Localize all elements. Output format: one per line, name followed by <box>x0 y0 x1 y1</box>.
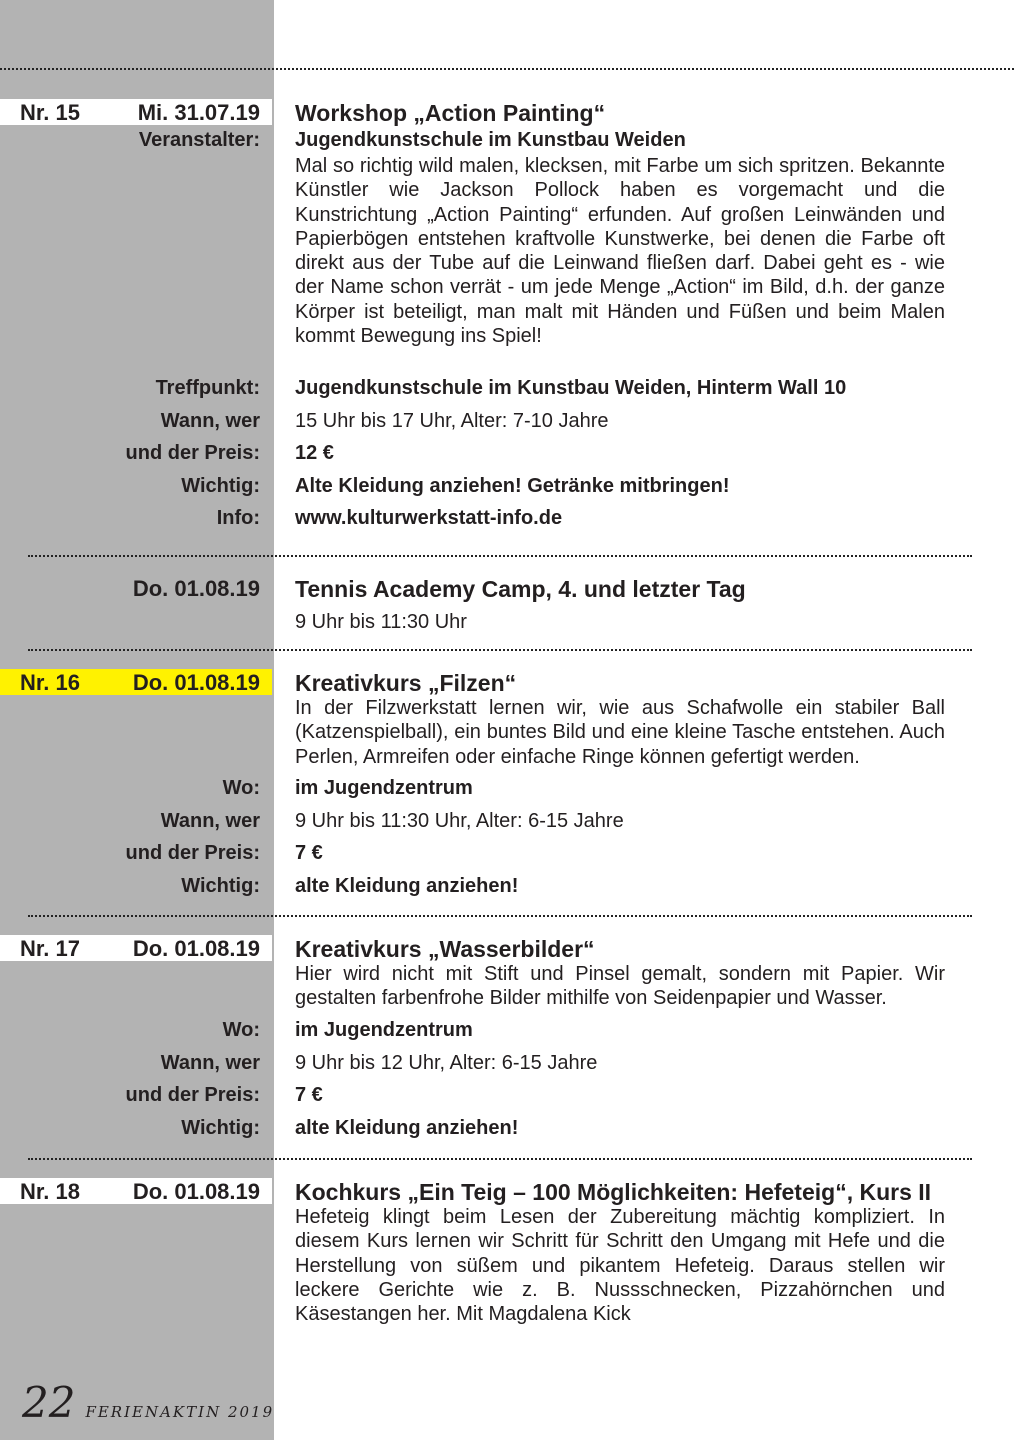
when-value: 9 Uhr bis 11:30 Uhr, Alter: 6-15 Jahre <box>295 809 624 832</box>
event-description: In der Filzwerkstatt lernen wir, wie aus Schafwolle ein stabiler Ball (Katzenspielball), ein buntes Bild und eine kleine Tasche entstehen. Auch Perlen, Armreifen oder einfache Ringe können gefertigt werden. <box>295 697 945 768</box>
page-number: 22 <box>22 1378 76 1427</box>
event-title: Kreativkurs „Wasserbilder“ <box>295 936 595 962</box>
price-label: und der Preis: <box>125 842 260 864</box>
event-number-badge <box>0 1178 272 1204</box>
price-value: 7 € <box>295 842 323 864</box>
where-label: Wo: <box>222 777 260 799</box>
event-number-badge <box>0 99 272 125</box>
event-description: Mal so richtig wild malen, klecksen, mit Farbe um sich spritzen. Bekannte Künstler wie Jackson Pollock haben es vorgemacht und die Kunstrichtung „Action Painting“ erfunden. Auf großen Leinwänden und Papierbögen entstehen kraftvolle Kunstwerke, bei denen die Farbe oft direkt aus der Tube auf die Leinwand fließen darf. Dabei geht es - wie der Name schon verrät - um jede Menge „Action“ im Bild, d.h. der ganze Körper ist beteiligt, man malt mit Händen und Füßen und beim Malen kommt Bewegung ins Spiel! <box>295 155 945 348</box>
important-value: alte Kleidung anziehen! <box>295 1116 519 1139</box>
when-value: 15 Uhr bis 17 Uhr, Alter: 7-10 Jahre <box>295 409 609 432</box>
where-value: im Jugendzentrum <box>295 777 473 799</box>
event-title: Workshop „Action Painting“ <box>295 100 606 126</box>
event-date: Do. 01.08.19 <box>132 1179 260 1204</box>
event-date: Mi. 31.07.19 <box>137 100 260 125</box>
event-title: Tennis Academy Camp, 4. und letzter Tag <box>295 576 746 602</box>
event-number: Nr. 18 <box>20 1179 80 1204</box>
price-label: und der Preis: <box>125 442 260 464</box>
meeting-value: Jugendkunstschule im Kunstbau Weiden, Hinterm Wall 10 <box>295 377 847 399</box>
event-entry-tennis <box>0 572 1014 639</box>
event-description: Hier wird nicht mit Stift und Pinsel gemalt, sondern mit Papier. Wir gestalten farbenfrohe Bilder mithilfe von Seidenpapier und Wasser. <box>295 963 945 1010</box>
entry-divider <box>28 649 972 651</box>
event-date: Do. 01.08.19 <box>132 576 260 601</box>
event-entry-17 <box>0 932 1014 1144</box>
event-number: Nr. 15 <box>20 100 80 125</box>
info-label: Info: <box>216 507 260 529</box>
info-link[interactable]: www.kulturwerkstatt-info.de <box>295 507 563 529</box>
when-label: Wann, wer <box>160 809 260 832</box>
entry-divider <box>28 915 972 917</box>
price-value: 7 € <box>295 1084 323 1106</box>
where-label: Wo: <box>222 1019 260 1041</box>
page-footer <box>22 1378 274 1427</box>
important-value: Alte Kleidung anziehen! Getränke mitbringen! <box>295 474 730 497</box>
event-description: Hefeteig klingt beim Lesen der Zubereitung mächtig kompliziert. In diesem Kurs lernen wir Schritt für Schritt den Umgang mit Hefe und die Herstellung von süßem und pikantem Hefeteig. Daraus stellen wir leckere Gerichte wie z. B. Nussschnecken, Pizzahörnchen und Käsestangen her. Mit Magdalena Kick <box>295 1206 945 1326</box>
when-label: Wann, wer <box>160 1051 260 1074</box>
event-title: Kochkurs „Ein Teig – 100 Möglichkeiten: Hefeteig“, Kurs II <box>295 1179 932 1205</box>
event-title: Kreativkurs „Filzen“ <box>295 670 517 696</box>
when-value: 9 Uhr bis 12 Uhr, Alter: 6-15 Jahre <box>295 1051 598 1074</box>
when-value: 9 Uhr bis 11:30 Uhr <box>295 611 467 633</box>
event-date: Do. 01.08.19 <box>132 936 260 961</box>
where-value: im Jugendzentrum <box>295 1019 473 1041</box>
event-entry-16 <box>0 666 1014 902</box>
price-value: 12 € <box>295 442 334 464</box>
top-divider <box>0 68 1014 70</box>
important-label: Wichtig: <box>181 1116 260 1139</box>
event-date: Do. 01.08.19 <box>132 670 260 695</box>
entry-divider <box>28 1158 972 1160</box>
entry-divider <box>28 555 972 557</box>
important-label: Wichtig: <box>181 474 260 497</box>
meeting-label: Treffpunkt: <box>155 377 260 399</box>
event-entry-15 <box>0 96 1014 535</box>
event-entry-18 <box>0 1175 1014 1326</box>
price-label: und der Preis: <box>125 1084 260 1106</box>
organizer-value: Jugendkunstschule im Kunstbau Weiden <box>295 129 686 151</box>
when-label: Wann, wer <box>160 409 260 432</box>
event-number: Nr. 17 <box>20 936 80 961</box>
event-number-badge <box>0 935 272 961</box>
important-label: Wichtig: <box>181 874 260 897</box>
important-value: alte Kleidung anziehen! <box>295 874 519 897</box>
event-number: Nr. 16 <box>20 670 80 695</box>
footer-text: FERIENAKTIN 2019 <box>85 1403 275 1421</box>
event-number-badge <box>0 669 272 695</box>
organizer-label: Veranstalter: <box>138 129 260 151</box>
